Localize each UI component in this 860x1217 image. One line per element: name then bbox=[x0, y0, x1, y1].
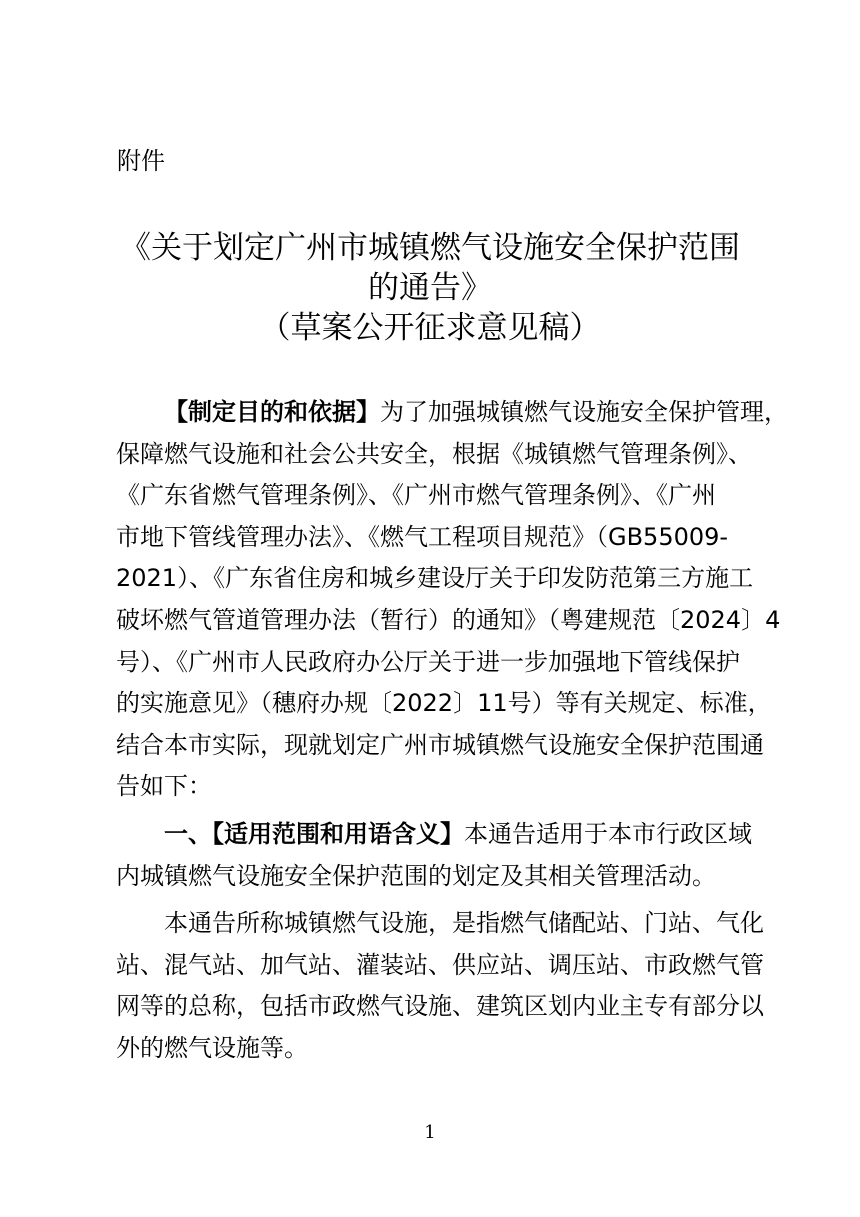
paragraph-text: 本通告适用于本市行政区域 bbox=[464, 819, 752, 848]
paragraph-line: 结合本市实际，现就划定广州市城镇燃气设施安全保护范围通 bbox=[116, 730, 764, 759]
paragraph-line: 的实施意见》（穗府办规〔2022〕11号）等有关规定、标准， bbox=[116, 689, 772, 718]
paragraph-line: 2021）、《广东省住房和城乡建设厅关于印发防范第三方施工 bbox=[116, 564, 754, 593]
paragraph-text: 为了加强城镇燃气设施安全保护管理， bbox=[380, 398, 788, 426]
paragraph-definition bbox=[116, 903, 776, 1069]
paragraph-line: 破坏燃气管道管理办法（暂行）的通知》（粤建规范〔2024〕4 bbox=[116, 605, 781, 634]
document-title bbox=[90, 228, 770, 348]
paragraph-line bbox=[116, 814, 776, 856]
title-line-3: （草案公开征求意见稿） bbox=[259, 310, 601, 346]
paragraph-line: 号）、《广州市人民政府办公厅关于进一步加强地下管线保护 bbox=[116, 647, 740, 676]
title-line-2: 的通告》 bbox=[368, 270, 492, 306]
title-line-1: 《关于划定广州市城镇燃气设施安全保护范围 bbox=[120, 230, 740, 266]
paragraph-purpose bbox=[116, 392, 788, 808]
page-number: 1 bbox=[424, 1122, 436, 1143]
paragraph-line: 网等的总称，包括市政燃气设施、建筑区划内业主专有部分以 bbox=[116, 992, 764, 1021]
paragraph-line bbox=[116, 392, 788, 434]
paragraph-line: 《广东省燃气管理条例》、《广州市燃气管理条例》、《广州 bbox=[116, 481, 716, 510]
paragraph-line: 市地下管线管理办法》、《燃气工程项目规范》（GB55009- bbox=[116, 522, 729, 551]
paragraph-section-one bbox=[116, 814, 776, 897]
section-heading: 【制定目的和依据】 bbox=[164, 398, 380, 426]
paragraph-line: 告如下： bbox=[116, 772, 212, 801]
document-body bbox=[116, 392, 788, 1070]
attachment-label: 附件 bbox=[117, 147, 165, 175]
paragraph-line: 站、混气站、加气站、灌装站、供应站、调压站、市政燃气管 bbox=[116, 950, 764, 979]
paragraph-line: 本通告所称城镇燃气设施，是指燃气储配站、门站、气化 bbox=[164, 909, 764, 938]
paragraph-line: 外的燃气设施等。 bbox=[116, 1033, 308, 1062]
section-heading: 一、【适用范围和用语含义】 bbox=[164, 819, 464, 848]
paragraph-line: 内城镇燃气设施安全保护范围的划定及其相关管理活动。 bbox=[116, 861, 716, 890]
paragraph-line: 保障燃气设施和社会公共安全，根据《城镇燃气管理条例》、 bbox=[116, 439, 752, 468]
